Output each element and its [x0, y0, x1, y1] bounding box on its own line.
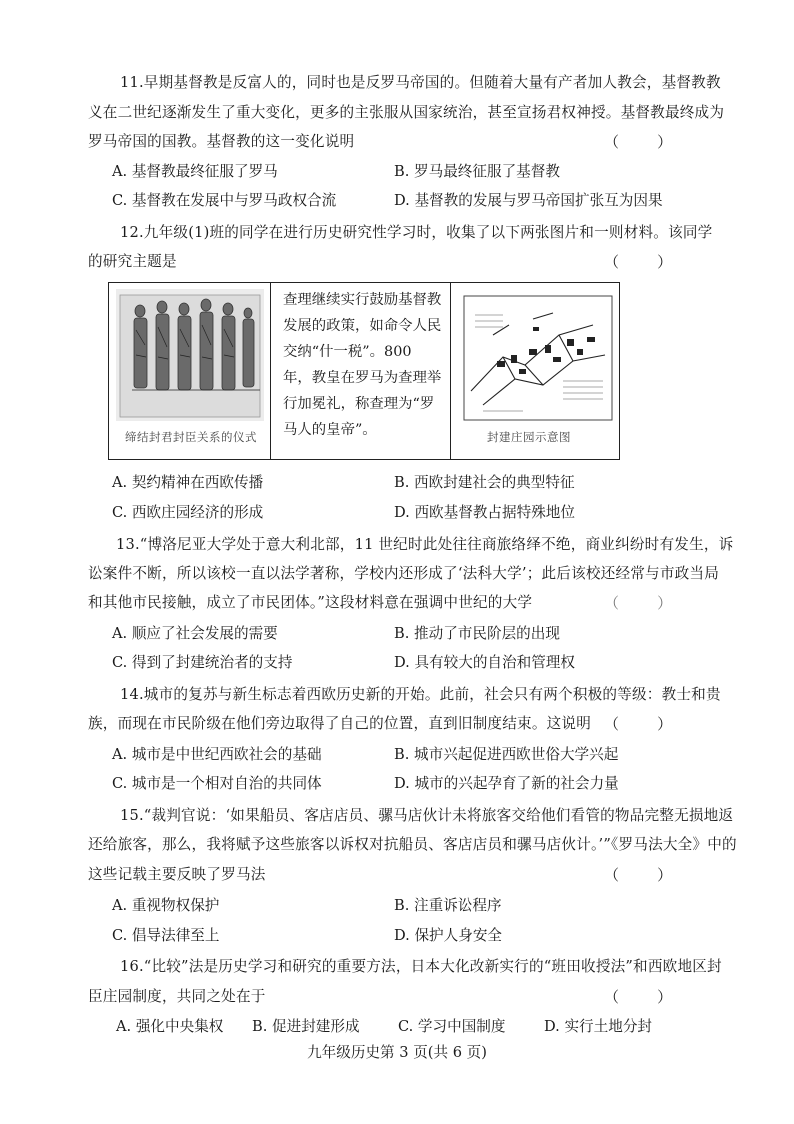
manor-diagram-caption: 封建庄园示意图: [487, 430, 571, 444]
q12-answer-paren[interactable]: （ ）: [604, 253, 673, 271]
q13-option-d[interactable]: D. 具有较大的自治和管理权: [394, 654, 575, 671]
q13-option-a[interactable]: A. 顺应了社会发展的需要: [112, 625, 278, 642]
q14-option-a[interactable]: A. 城市是中世纪西欧社会的基础: [112, 746, 322, 763]
q13-line-1: 13.“博洛尼亚大学处于意大利北部，11 世纪时此处往往商旅络绎不绝，商业纠纷时有发生，诉: [116, 536, 734, 553]
q13-line-2: 讼案件不断，所以该校一直以法学著称，学校内还形成了‘法科大学’；此后该校还经常与市政当局: [88, 565, 720, 582]
q13-answer-paren[interactable]: （ ）: [604, 594, 673, 612]
q15-line-1: 15.“裁判官说：‘如果船员、客店店员、骡马店伙计未将旅客交给他们看管的物品完整无损地返: [120, 807, 734, 824]
vassal-ceremony-caption: 缔结封君封臣关系的仪式: [125, 430, 257, 444]
q11-line-3: 罗马帝国的国教。基督教的这一变化说明: [88, 133, 355, 150]
q15-line-2: 还给旅客，那么，我将赋予这些旅客以诉权对抗船员、客店店员和骡马店伙计。’”《罗马法大全》中的: [88, 836, 737, 853]
manor-diagram-image: [463, 295, 613, 423]
q11-option-a[interactable]: A. 基督教最终征服了罗马: [112, 163, 278, 180]
q15-option-d[interactable]: D. 保护人身安全: [394, 927, 503, 944]
q11-line-2: 义在二世纪逐渐发生了重大变化，更多的主张服从国家统治，甚至宣扬君权神授。基督教最终成为: [88, 104, 725, 121]
q14-option-d[interactable]: D. 城市的兴起孕育了新的社会力量: [394, 775, 619, 792]
q11-answer-paren[interactable]: （ ）: [604, 133, 673, 151]
q15-option-a[interactable]: A. 重视物权保护: [112, 897, 220, 914]
q16-option-c[interactable]: C. 学习中国制度: [398, 1018, 506, 1035]
q12-option-b[interactable]: B. 西欧封建社会的典型特征: [394, 474, 575, 491]
q15-option-c[interactable]: C. 倡导法律至上: [112, 927, 220, 944]
q16-option-b[interactable]: B. 促进封建形成: [252, 1018, 360, 1035]
q11-option-b[interactable]: B. 罗马最终征服了基督教: [394, 163, 560, 180]
q12-line-1: 12.九年级(1)班的同学在进行历史研究性学习时，收集了以下两张图片和一则材料。该同学: [120, 224, 713, 241]
q15-answer-paren[interactable]: （ ）: [604, 866, 673, 884]
q11-option-c[interactable]: C. 基督教在发展中与罗马政权合流: [112, 192, 337, 209]
q12-option-d[interactable]: D. 西欧基督教占据特殊地位: [394, 504, 575, 521]
q11-line-1: 11.早期基督教是反富人的，同时也是反罗马帝国的。但随着大量有产者加人教会，基督教教: [120, 74, 721, 91]
q14-answer-paren[interactable]: （ ）: [604, 715, 673, 733]
material-left-cell: [109, 283, 271, 459]
charlemagne-material-text: 查理继续实行鼓励基督教发展的政策，如命令人民交纳“什一税”。800 年，教皇在罗马为查理举行加冕礼，称查理为“罗马人的皇帝”。: [283, 292, 442, 438]
q14-line-2: 族，而现在市民阶级在他们旁边取得了自己的位置，直到旧制度结束。这说明: [88, 715, 591, 732]
q12-option-c[interactable]: C. 西欧庄园经济的形成: [112, 504, 264, 521]
vassal-ceremony-image: [110, 285, 270, 425]
q16-line-1: 16.“比较”法是历史学习和研究的重要方法，日本大化改新实行的“班田收授法”和西欧地区封: [120, 958, 722, 975]
q12-line-2: 的研究主题是: [88, 253, 177, 270]
q13-option-c[interactable]: C. 得到了封建统治者的支持: [112, 654, 293, 671]
q15-option-b[interactable]: B. 注重诉讼程序: [394, 897, 502, 914]
q16-answer-paren[interactable]: （ ）: [604, 988, 673, 1006]
page-footer: 九年级历史第 3 页(共 6 页): [307, 1044, 487, 1061]
material-right-cell: [451, 283, 621, 459]
q11-option-d[interactable]: D. 基督教的发展与罗马帝国扩张互为因果: [394, 192, 663, 209]
q14-option-c[interactable]: C. 城市是一个相对自治的共同体: [112, 775, 322, 792]
q13-option-b[interactable]: B. 推动了市民阶层的出现: [394, 625, 560, 642]
q15-line-3: 这些记载主要反映了罗马法: [88, 866, 266, 883]
q14-option-b[interactable]: B. 城市兴起促进西欧世俗大学兴起: [394, 746, 619, 763]
q12-material-table: [108, 282, 620, 460]
q16-option-d[interactable]: D. 实行土地分封: [544, 1018, 653, 1035]
q12-option-a[interactable]: A. 契约精神在西欧传播: [112, 474, 264, 491]
q16-line-2: 臣庄园制度，共同之处在于: [88, 988, 266, 1005]
material-middle-cell: [271, 283, 451, 459]
q14-line-1: 14.城市的复苏与新生标志着西欧历史新的开始。此前，社会只有两个积极的等级：教士和贵: [120, 686, 721, 703]
q16-option-a[interactable]: A. 强化中央集权: [116, 1018, 224, 1035]
q13-line-3: 和其他市民接触，成立了市民团体。”这段材料意在强调中世纪的大学: [88, 594, 533, 611]
